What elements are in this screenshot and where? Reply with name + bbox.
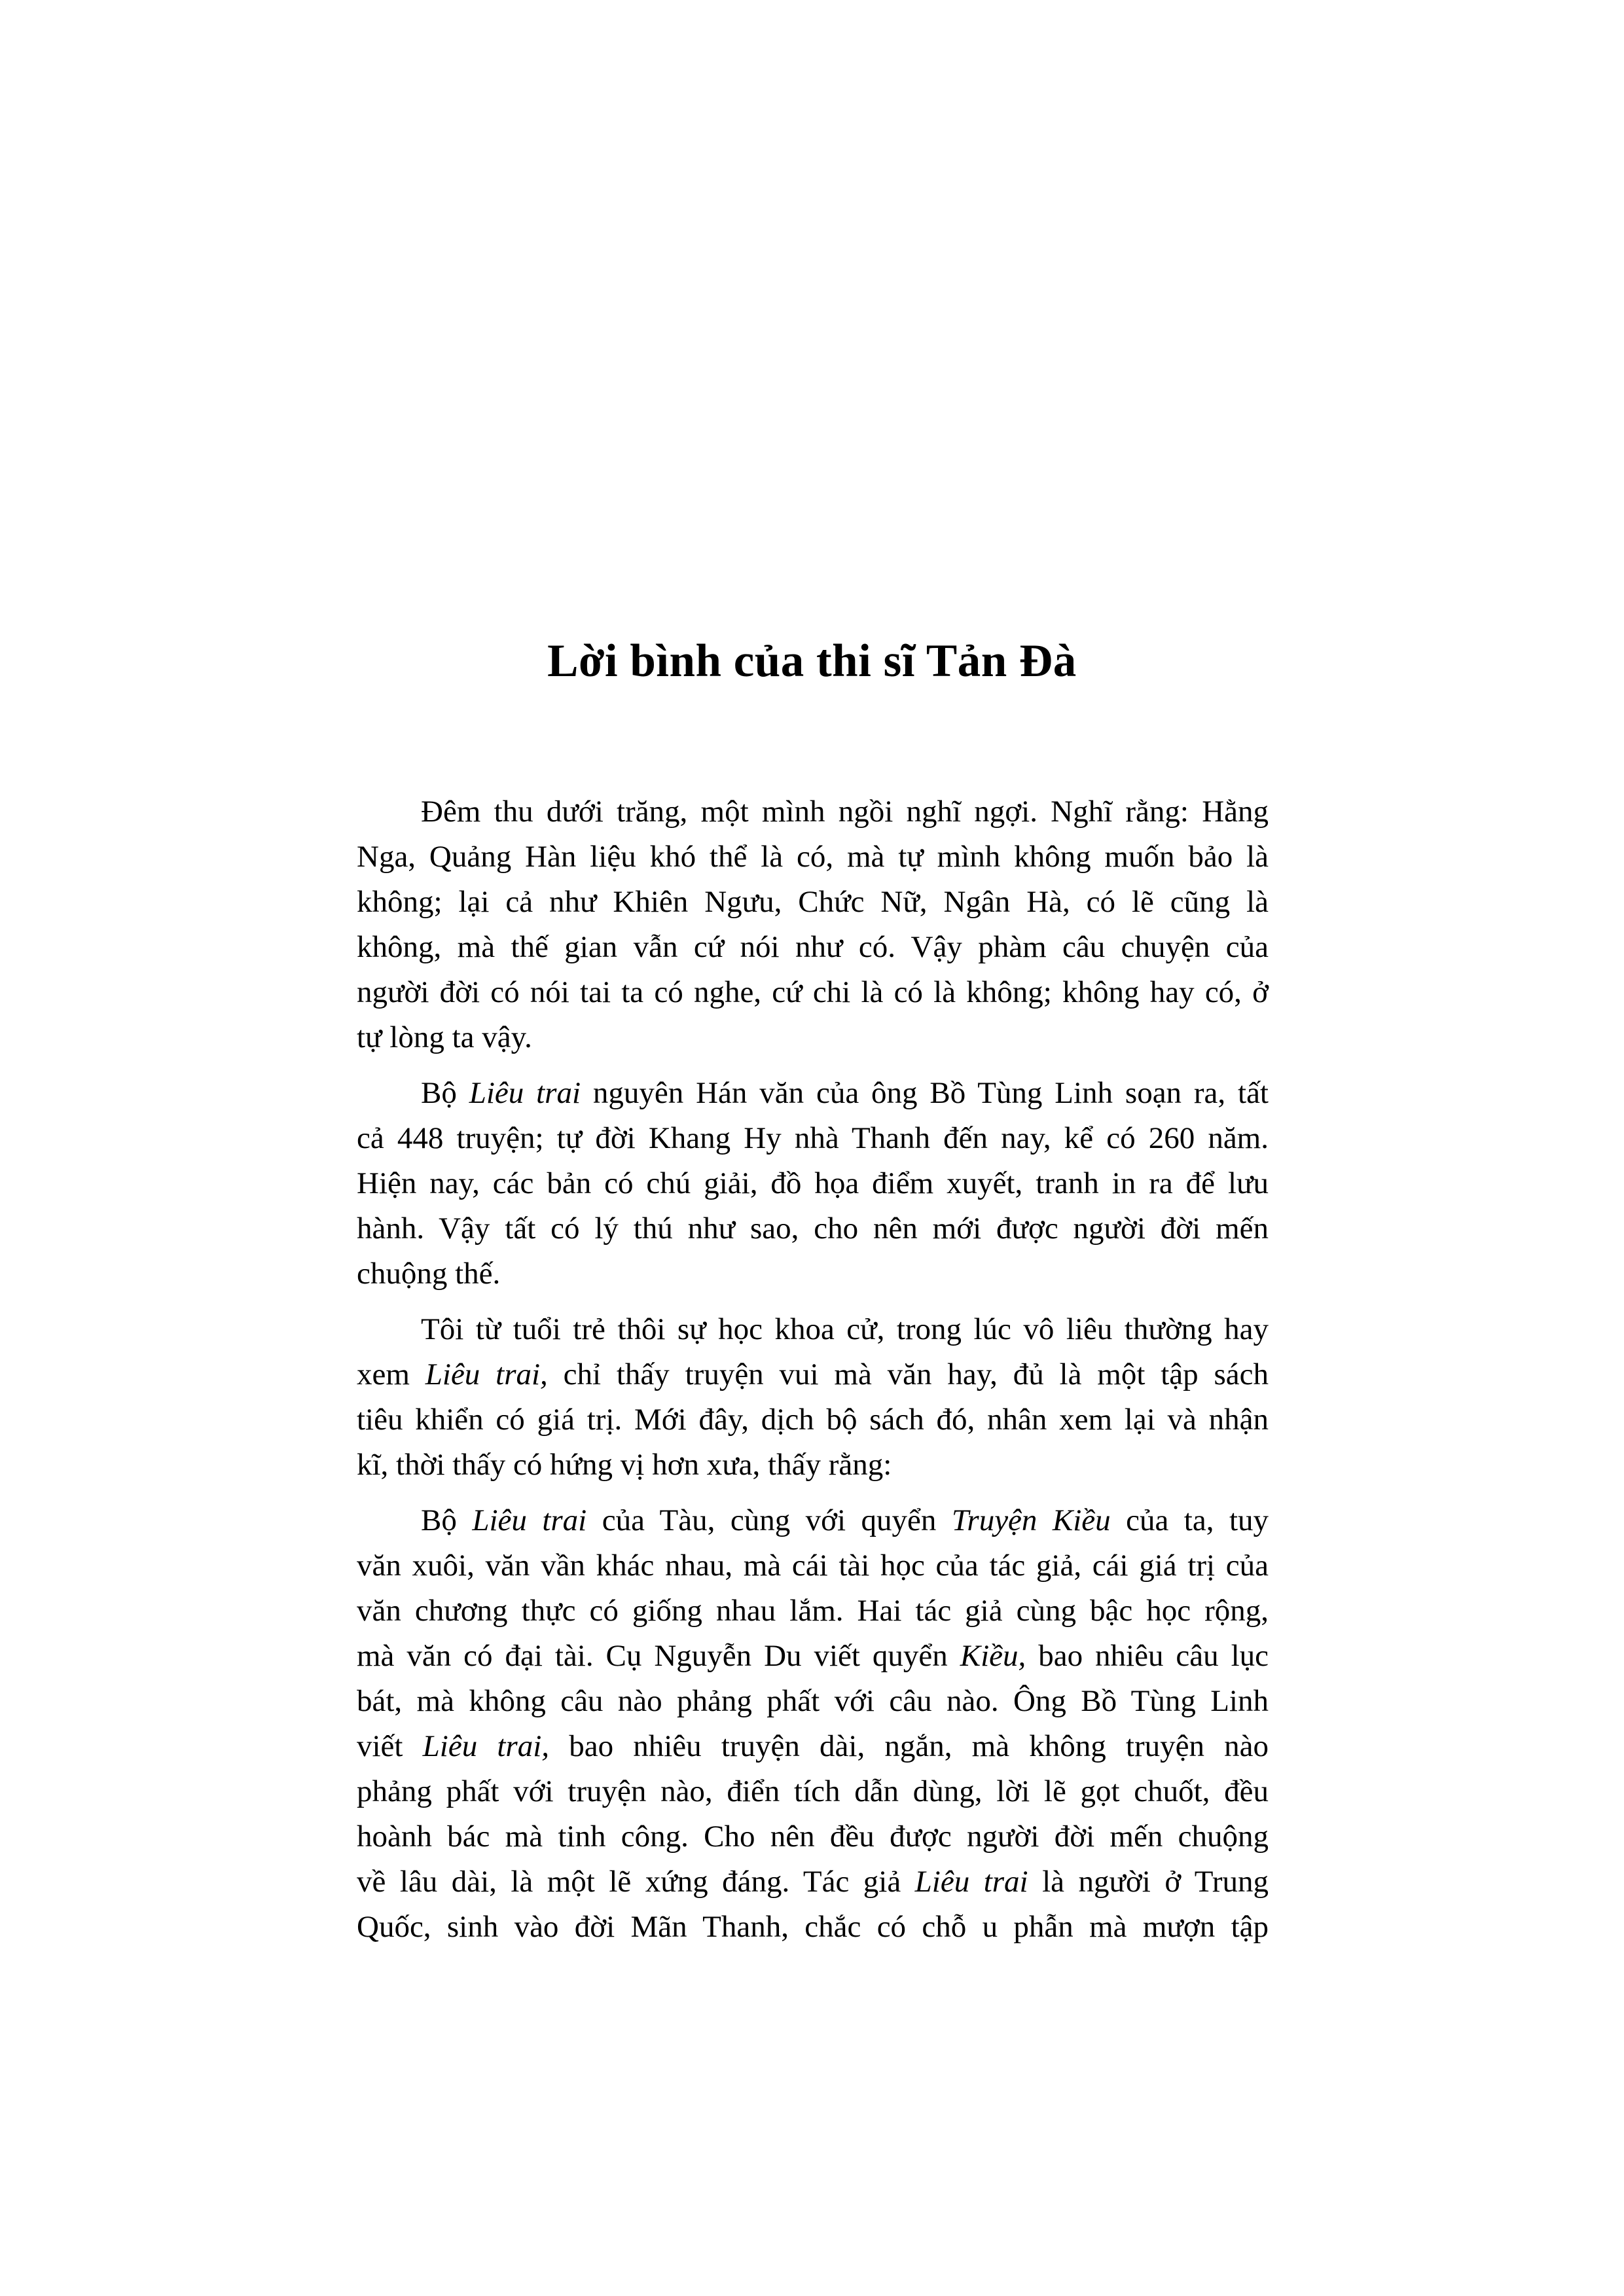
text-run: tự lòng ta vậy. — [357, 1020, 532, 1054]
text-line — [357, 1679, 1269, 1724]
italic-title: Liêu trai — [469, 1076, 581, 1110]
document-body — [357, 789, 1269, 1960]
text-run: viết — [357, 1729, 423, 1763]
text-run: văn xuôi, văn vần khác nhau, mà cái tài học của tác giả, cái giá trị của — [357, 1549, 1269, 1583]
text-line — [357, 1397, 1269, 1443]
text-run: là người ở Trung — [1028, 1865, 1269, 1899]
text-run: không, mà thế gian vẫn cứ nói như có. Vậy phàm câu chuyện của — [357, 930, 1269, 964]
text-run: Nga, Quảng Hàn liệu khó thể là có, mà tự mình không muốn bảo là — [357, 840, 1269, 874]
text-line — [357, 1769, 1269, 1814]
paragraph — [357, 789, 1269, 1060]
text-run: Bộ — [421, 1503, 473, 1537]
text-line — [357, 1307, 1269, 1352]
text-run: Bộ — [421, 1076, 469, 1110]
text-line — [357, 1814, 1269, 1859]
paragraph — [357, 1071, 1269, 1297]
text-run: của ta, tuy — [1110, 1503, 1269, 1537]
paragraph — [357, 1498, 1269, 1950]
text-line — [357, 789, 1269, 834]
text-run: mà văn có đại tài. Cụ Nguyễn Du viết quyển — [357, 1639, 960, 1673]
italic-title: Kiều, — [960, 1639, 1026, 1673]
text-run: kĩ, thời thấy có hứng vị hơn xưa, thấy rằng: — [357, 1448, 892, 1482]
text-run: phảng phất với truyện nào, điển tích dẫn dùng, lời lẽ gọt chuốt, đều — [357, 1774, 1269, 1808]
text-run: bao nhiêu truyện dài, ngắn, mà không truyện nào — [549, 1729, 1269, 1763]
text-run: cả 448 truyện; tự đời Khang Hy nhà Thanh đến nay, kể có 260 năm. — [357, 1121, 1269, 1155]
text-line — [357, 1905, 1269, 1950]
text-run: Đêm thu dưới trăng, một mình ngồi nghĩ ngợi. Nghĩ rằng: Hằng — [421, 795, 1269, 829]
text-run: chỉ thấy truyện vui mà văn hay, đủ là một tập sách — [547, 1357, 1269, 1391]
text-line — [357, 1116, 1269, 1161]
italic-title: Liêu trai — [472, 1503, 587, 1537]
text-line — [357, 1071, 1269, 1116]
text-line — [357, 1161, 1269, 1206]
text-run: người đời có nói tai ta có nghe, cứ chi là có là không; không hay có, ở — [357, 975, 1269, 1009]
text-run: tiêu khiển có giá trị. Mới đây, dịch bộ sách đó, nhân xem lại và nhận — [357, 1403, 1269, 1437]
text-run: hoành bác mà tinh công. Cho nên đều được người đời mến chuộng — [357, 1820, 1269, 1854]
text-line — [357, 1859, 1269, 1905]
text-run: Hiện nay, các bản có chú giải, đồ họa điểm xuyết, tranh in ra để lưu — [357, 1166, 1269, 1200]
page-title: Lời bình của thi sĩ Tản Đà — [547, 636, 1077, 687]
text-run: văn chương thực có giống nhau lắm. Hai tác giả cùng bậc học rộng, — [357, 1594, 1269, 1628]
text-run: không; lại cả như Khiên Ngưu, Chức Nữ, Ngân Hà, có lẽ cũng là — [357, 885, 1269, 919]
text-line — [357, 1588, 1269, 1634]
text-run: xem — [357, 1357, 425, 1391]
text-run: hành. Vậy tất có lý thú như sao, cho nên mới được người đời mến — [357, 1211, 1269, 1246]
italic-title: Liêu trai — [914, 1865, 1028, 1899]
text-run: Tôi từ tuổi trẻ thôi sự học khoa cử, trong lúc vô liêu thường hay — [421, 1312, 1269, 1346]
text-line — [357, 1251, 1269, 1297]
text-line — [357, 880, 1269, 925]
text-run: bao nhiêu câu lục — [1026, 1639, 1269, 1673]
text-run: nguyên Hán văn của ông Bồ Tùng Linh soạn ra, tất — [581, 1076, 1269, 1110]
text-run: chuộng thế. — [357, 1257, 501, 1291]
italic-title: Liêu trai, — [425, 1357, 548, 1391]
text-line — [357, 834, 1269, 880]
text-line — [357, 1206, 1269, 1251]
text-line — [357, 1498, 1269, 1543]
text-run: Quốc, sinh vào đời Mãn Thanh, chắc có chỗ u phẫn mà mượn tập — [357, 1910, 1269, 1944]
text-line — [357, 1724, 1269, 1769]
paragraph — [357, 1307, 1269, 1488]
italic-title: Truyện Kiều — [951, 1503, 1111, 1537]
text-line — [357, 1015, 1269, 1060]
text-line — [357, 925, 1269, 970]
text-line — [357, 1443, 1269, 1488]
text-line — [357, 1634, 1269, 1679]
text-run: của Tàu, cùng với quyển — [586, 1503, 952, 1537]
text-line — [357, 1543, 1269, 1588]
text-run: bát, mà không câu nào phảng phất với câu nào. Ông Bồ Tùng Linh — [357, 1684, 1269, 1718]
text-line — [357, 1352, 1269, 1397]
italic-title: Liêu trai, — [422, 1729, 550, 1763]
text-run: về lâu dài, là một lẽ xứng đáng. Tác giả — [357, 1865, 915, 1899]
text-line — [357, 970, 1269, 1015]
